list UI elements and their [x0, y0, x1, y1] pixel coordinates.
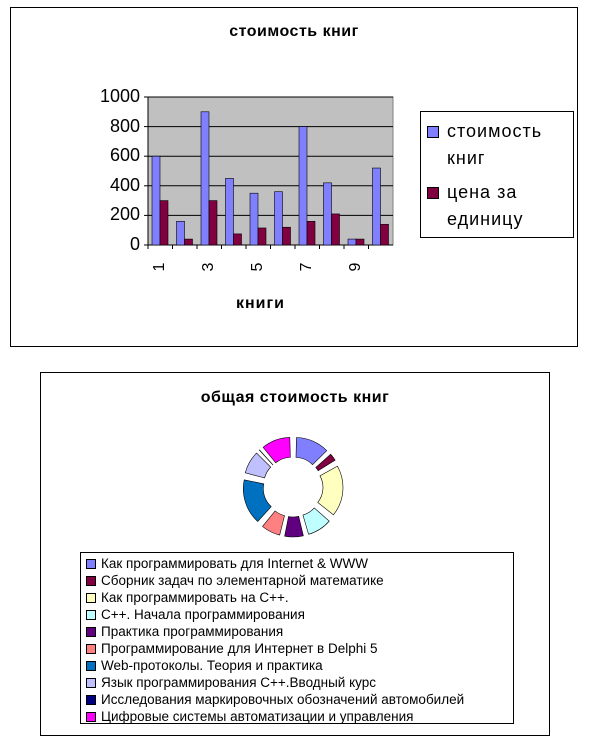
bar-cost [201, 112, 209, 245]
legend-item [86, 607, 305, 622]
x-tick-label: 9 [347, 262, 365, 272]
bar-unit-price [283, 227, 291, 245]
bar-cost [348, 239, 356, 245]
x-axis-title: книги [236, 295, 286, 312]
legend-swatch [86, 678, 96, 688]
y-tick-label: 1000 [100, 86, 141, 106]
bar-chart-title: стоимость книг [229, 23, 359, 40]
y-tick-label: 200 [109, 204, 140, 225]
x-tick-label: 1 [151, 262, 169, 272]
x-tick-label: 3 [200, 262, 218, 272]
doughnut-chart-svg [41, 373, 549, 553]
y-tick-label: 0 [129, 234, 140, 254]
doughnut-slice [245, 453, 271, 478]
bar-unit-price [307, 221, 315, 245]
bar-cost [250, 193, 258, 245]
bar-unit-price [332, 214, 340, 245]
legend-label: С++. Начала программирования [101, 607, 305, 622]
legend-label: Программирование для Интернет в Delphi 5 [101, 641, 378, 656]
bar-unit-price [209, 201, 217, 245]
bar-unit-price [185, 239, 193, 245]
legend-swatch [427, 187, 439, 199]
bar-cost [373, 168, 381, 245]
legend-item [86, 556, 368, 571]
bar-unit-price [381, 224, 389, 245]
doughnut-slice [303, 508, 329, 534]
legend-item [86, 573, 384, 588]
legend-label: Как программировать на С++. [101, 590, 289, 605]
legend-item [86, 675, 376, 690]
legend-label: Цифровые системы автоматизации и управления [101, 709, 414, 724]
legend-item [86, 709, 413, 724]
legend-swatch [86, 644, 96, 654]
legend-swatch [86, 559, 96, 569]
y-tick-label: 600 [109, 145, 140, 166]
bar-legend [420, 111, 574, 238]
legend-item-cost [427, 118, 572, 172]
doughnut-slice [285, 516, 304, 537]
bar-unit-price [160, 201, 168, 245]
legend-label: Как программировать для Internet & WWW [101, 556, 368, 571]
bar-chart-panel [10, 7, 578, 347]
legend-item [86, 624, 283, 639]
legend-label: стоимость книг [447, 121, 543, 168]
legend-label: Исследования маркировочных обозначений автомобилей [101, 692, 465, 707]
y-tick-label: 400 [109, 174, 140, 195]
legend-label: Язык программирования С++.Вводный курс [101, 675, 377, 690]
legend-label: Web-протоколы. Теория и практика [101, 658, 323, 673]
bar-cost [275, 192, 283, 245]
legend-swatch [427, 126, 439, 138]
doughnut-slice [296, 438, 327, 465]
legend-swatch [86, 695, 96, 705]
bar-cost [226, 178, 234, 245]
doughnut-legend [80, 552, 514, 724]
bar-unit-price [258, 228, 266, 245]
legend-label: Практика программирования [101, 624, 284, 639]
doughnut-slice [243, 480, 271, 522]
doughnut-chart-title: общая стоимость книг [200, 389, 390, 406]
bar-cost [299, 127, 307, 245]
bar-cost [324, 183, 332, 245]
legend-label: цена за единицу [447, 182, 524, 229]
y-tick-label: 800 [109, 115, 140, 136]
legend-swatch [86, 712, 96, 722]
doughnut-slice [262, 511, 284, 535]
legend-swatch [86, 627, 96, 637]
doughnut-chart-panel [40, 372, 550, 736]
legend-item [86, 658, 323, 673]
bar-unit-price [356, 239, 364, 245]
legend-swatch [86, 593, 96, 603]
doughnut-slice [318, 466, 343, 515]
bar-unit-price [234, 234, 242, 245]
legend-swatch [86, 610, 96, 620]
legend-label: Сборник задач по элементарной математике [101, 573, 384, 588]
legend-item-unit-price [427, 179, 572, 233]
bar-cost [152, 156, 160, 245]
legend-item [86, 692, 464, 707]
x-tick-label: 7 [298, 262, 316, 272]
legend-swatch [86, 576, 96, 586]
legend-item [86, 641, 378, 656]
legend-item [86, 590, 289, 605]
x-tick-label: 5 [249, 262, 267, 272]
legend-swatch [86, 661, 96, 671]
bar-cost [177, 221, 185, 245]
